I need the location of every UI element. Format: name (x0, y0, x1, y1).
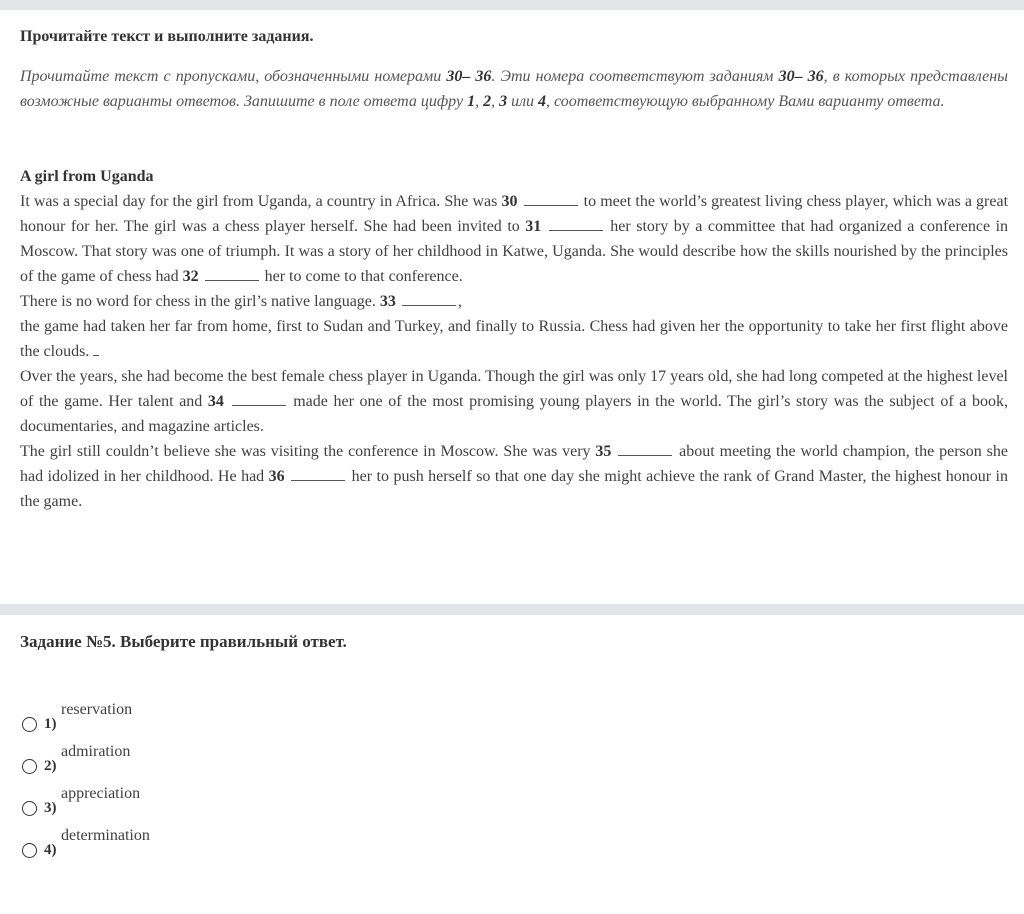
answer-option-3[interactable] (20, 785, 320, 828)
question-title: Задание №5. Выберите правильный ответ. (20, 632, 347, 651)
option-label[interactable]: determination (61, 827, 150, 844)
passage-text: her to push herself so that one day she might achieve the rank of Grand Master, the highest honour in the game. (20, 468, 1009, 510)
gap-blank-30 (524, 191, 578, 206)
section-divider (0, 604, 1024, 615)
instruction-number: 3 (499, 93, 508, 110)
gap-number-31: 31 (525, 218, 542, 235)
instruction-text: . Эти номера соответствуют заданиям (491, 68, 779, 85)
gap-blank-34 (232, 391, 286, 406)
answer-option-2[interactable] (20, 743, 320, 786)
passage-paragraph (20, 314, 1008, 364)
instruction-range: 30– 36 (778, 68, 824, 85)
option-label[interactable]: appreciation (61, 785, 141, 802)
answer-option-1[interactable] (20, 701, 320, 744)
instruction-number: 2 (483, 93, 492, 110)
option-number: 3) (44, 800, 57, 816)
instruction-number: 4 (538, 93, 547, 110)
gap-blank-33 (402, 291, 456, 306)
instruction-number: 1 (467, 93, 476, 110)
gap-number-36: 36 (268, 468, 285, 485)
passage-text: made her one of the most promising young players in the world. The girl’s story was the subject of a book, documentaries, and magazine articles. (20, 393, 1009, 435)
instruction-range: 30– 36 (446, 68, 492, 85)
radio-button[interactable] (22, 801, 37, 816)
option-number: 1) (44, 716, 57, 732)
passage-text: , (457, 293, 462, 310)
passage-text: about meeting the world champion, the person she had idolized in her childhood. He had (20, 443, 1008, 485)
gap-blank-35 (618, 441, 672, 456)
instruction-text: , (491, 93, 500, 110)
passage-paragraph (20, 439, 1008, 514)
gap-number-34: 34 (207, 393, 224, 410)
passage-text: her to come to that conference. (260, 268, 463, 285)
passage-text: the game had taken her far from home, first to Sudan and Turkey, and finally to Russia. Chess had given her the opportunity to take her first flight above the clouds. (20, 318, 1008, 360)
top-divider (0, 0, 1024, 10)
answer-blank (93, 341, 99, 356)
option-label[interactable]: admiration (61, 743, 131, 760)
instruction-text: , соответствующую выбранному Вами варианту ответа. (546, 93, 945, 110)
passage-text: The girl still couldn’t believe she was visiting the conference in Moscow. She was very (20, 443, 596, 460)
passage-paragraph (20, 189, 1008, 289)
passage-text: to meet the world’s greatest living chess player, which was a great honour for her. The girl was a chess player herself. She had been invited to (20, 193, 1009, 235)
radio-button[interactable] (22, 717, 37, 732)
passage-paragraph (20, 364, 1008, 439)
passage-paragraph (20, 289, 1008, 314)
passage-title: A girl from Uganda (20, 168, 154, 185)
gap-blank-31 (549, 216, 603, 231)
option-number: 4) (44, 842, 57, 858)
passage-text: There is no word for chess in the girl’s native language. (20, 293, 380, 310)
radio-button[interactable] (22, 843, 37, 858)
answer-option-4[interactable] (20, 827, 320, 870)
option-number: 2) (44, 758, 57, 774)
gap-blank-36 (291, 466, 345, 481)
option-label[interactable]: reservation (61, 701, 133, 718)
instruction-text: Прочитайте текст с пропусками, обозначенными номерами (20, 68, 447, 85)
instruction-text: или (507, 93, 539, 110)
gap-number-30: 30 (501, 193, 518, 210)
passage-text: It was a special day for the girl from Uganda, a country in Africa. She was (20, 193, 502, 210)
passage-text: Over the years, she had become the best female chess player in Uganda. Though the girl was only 17 years old, she had long competed at the highest level of the game. Her talent and (20, 368, 1008, 410)
instruction-text: , в которых представлены возможные варианты ответов. Запишите в поле ответа цифру (20, 68, 1009, 110)
gap-blank-32 (205, 266, 259, 281)
task-instruction (20, 64, 1008, 114)
passage-text: her story by a committee that had organized a conference in Moscow. That story was one of triumph. It was a story of her childhood in Katwe, Uganda. She would describe how the skills nourished by the principles of the game of chess had (20, 218, 1009, 285)
instruction-text: , (475, 93, 484, 110)
gap-number-33: 33 (379, 293, 396, 310)
gap-number-35: 35 (595, 443, 612, 460)
reading-passage (20, 164, 1008, 514)
gap-number-32: 32 (182, 268, 199, 285)
task-title: Прочитайте текст и выполните задания. (20, 28, 314, 45)
radio-button[interactable] (22, 759, 37, 774)
